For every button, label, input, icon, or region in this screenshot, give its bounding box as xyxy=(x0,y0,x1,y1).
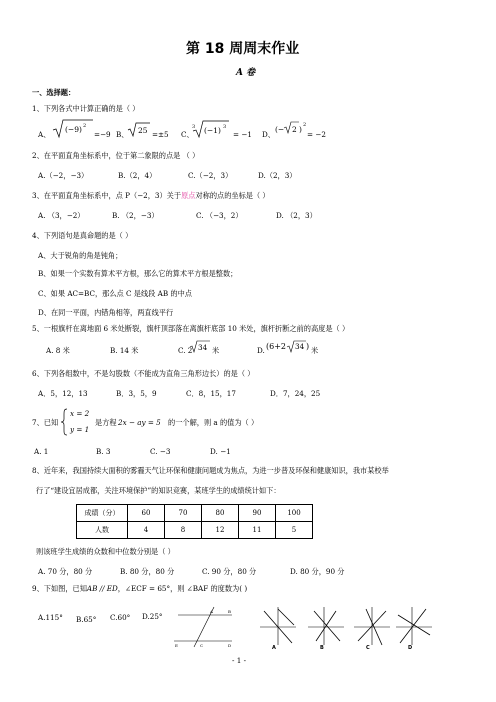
page-number: - 1 - xyxy=(232,656,246,665)
q1-option-c-label: C、 xyxy=(181,130,194,139)
q7-stem-c: 的一个解，则 a 的值为（ ） xyxy=(168,418,259,427)
q8-stem-line1: 8、近年来，我国持续大面积的雾霾天气让环保和健康问题成为焦点，为进一步普及环保和健康知识，我市某校举 xyxy=(32,466,389,475)
q1-option-b-value: =±5 xyxy=(152,130,169,139)
q9-stem-a: 9、下如图，已知 xyxy=(32,584,87,593)
q5-option-b: B. 14 米 xyxy=(110,346,139,355)
q2-option-a: A.（−2，−3） xyxy=(38,171,89,180)
q1-option-c-radical xyxy=(192,118,232,140)
q7-option-c: C. −3 xyxy=(150,447,171,456)
svg-text:E: E xyxy=(175,643,178,648)
q4-option-b: B、如果一个实数有算术平方根，那么它的算术平方根是整数； xyxy=(38,269,238,278)
q7-option-b: B. 3 xyxy=(96,447,111,456)
q8-option-a: A. 70 分，80 分 xyxy=(38,567,93,576)
q7-system-line2: y = 1 xyxy=(70,425,90,434)
q8-stem-line2: 行了“建设宜居成都，关注环境保护”的知识竞赛，某班学生的成绩统计如下： xyxy=(36,486,281,495)
q7-option-d: D. −1 xyxy=(210,447,231,456)
graph-label: C xyxy=(366,645,370,651)
svg-text:B: B xyxy=(228,609,231,614)
q9-option-b: B.65° xyxy=(76,615,97,624)
q3-stem-b: 对称的点的坐标是（ ） xyxy=(195,191,270,200)
table-cell: 4 xyxy=(128,522,165,539)
table-cell: 人数 xyxy=(77,522,128,539)
q2-stem: 2、在平面直角坐标系中，位于第二象限的点是 （ ） xyxy=(32,151,200,160)
q3-stem-a: 3、在平面直角坐标系中，点 P（−2，3）关于 xyxy=(32,191,182,200)
q8-option-d: D. 80 分，90 分 xyxy=(290,567,345,576)
q8-option-b: B. 80 分，80 分 xyxy=(120,567,175,576)
graph-label: B xyxy=(320,645,324,651)
score-table-data-row xyxy=(77,522,313,539)
q2-option-d: D.（2，3） xyxy=(258,171,297,180)
svg-text:(−1): (−1) xyxy=(204,126,221,135)
q7-option-a: A. 1 xyxy=(34,447,49,456)
svg-text:C: C xyxy=(200,643,204,648)
svg-text:A: A xyxy=(210,609,213,614)
q4-option-c: C、如果 AC=BC，那么点 C 是线段 AB 的中点 xyxy=(38,289,192,298)
q1-option-d-value: = −2 xyxy=(307,130,326,139)
q9-geometry-figure xyxy=(170,603,236,649)
score-table-header-row xyxy=(77,505,313,522)
q3-option-b: B. （2，−3） xyxy=(112,211,159,220)
svg-text:): ) xyxy=(306,342,310,351)
svg-text:2: 2 xyxy=(292,125,297,134)
graph-label: A xyxy=(272,645,276,651)
q9-option-a: A.115° xyxy=(38,613,63,622)
q9-stem xyxy=(32,584,247,593)
q9-option-c: C.60° xyxy=(110,613,131,622)
svg-text:25: 25 xyxy=(138,126,148,135)
table-cell: 70 xyxy=(165,505,202,522)
table-cell: 5 xyxy=(276,522,313,539)
svg-text:D: D xyxy=(228,643,232,648)
table-cell: 11 xyxy=(239,522,276,539)
q4-stem: 4、下列语句是真命题的是（ ） xyxy=(32,231,133,240)
q5-option-c-radical xyxy=(190,340,210,354)
q9-graph-c xyxy=(352,605,392,649)
svg-text:34: 34 xyxy=(295,342,305,351)
table-cell: 60 xyxy=(128,505,165,522)
table-cell: 100 xyxy=(276,505,313,522)
svg-text:(−9): (−9) xyxy=(65,125,82,134)
svg-text:): ) xyxy=(299,125,302,134)
q5-stem: 5、一根旗杆在离地面 6 米处断裂，旗杆顶部落在离旗杆底部 10 米处，旗杆折断之前的高度是（ ） xyxy=(32,324,350,333)
q6-option-b: B．3，5，9 xyxy=(116,389,157,398)
table-cell: 成绩（分） xyxy=(77,505,128,522)
page-title: 第 18 周周末作业 xyxy=(186,41,300,57)
q6-option-a: A．5，12，13 xyxy=(38,389,88,398)
q1-option-d-label: D、 xyxy=(262,130,275,139)
table-cell: 12 xyxy=(202,522,239,539)
q9-stem-c: ，∠ECF = 65°，则 ∠BAF 的度数为( ) xyxy=(117,584,248,593)
q7-equation: 2x − ay = 5 xyxy=(118,418,161,427)
svg-text:2: 2 xyxy=(303,122,307,128)
q9-graph-a xyxy=(258,605,298,649)
q6-option-d: D．7，24，25 xyxy=(270,389,321,398)
table-cell: 80 xyxy=(202,505,239,522)
svg-text:2: 2 xyxy=(83,123,87,129)
table-cell: 8 xyxy=(165,522,202,539)
part-heading: 一、选择题： xyxy=(32,88,76,97)
q1-option-b-radical xyxy=(128,122,150,138)
q9-graph-b xyxy=(306,605,346,649)
q8-stem-line3: 则该班学生成绩的众数和中位数分别是（ ） xyxy=(36,547,175,556)
q5-option-d-expr xyxy=(266,339,310,354)
q9-option-d: D.25° xyxy=(142,612,163,621)
q5-option-a: A. 8 米 xyxy=(46,346,70,355)
q9-stem-b: AB // ED xyxy=(86,584,118,593)
q7-stem-b: 是方程 xyxy=(95,418,117,427)
table-cell: 90 xyxy=(239,505,276,522)
q3-stem xyxy=(32,191,270,200)
svg-text:(−: (− xyxy=(275,125,285,134)
q7-stem-a: 7、已知 xyxy=(32,418,59,427)
q6-option-c: C．8，15，17 xyxy=(186,389,236,398)
q5-option-c-unit: 米 xyxy=(212,346,220,355)
q1-option-b-label: B、 xyxy=(116,130,129,139)
q3-stem-highlight: 原点 xyxy=(181,191,196,200)
q3-option-d: D. （2，3） xyxy=(276,211,317,220)
score-table xyxy=(76,504,313,539)
q1-option-a-label: A、 xyxy=(38,130,51,139)
q5-option-c-label: C. 2 xyxy=(178,346,193,355)
q2-option-c: C.（−2，3） xyxy=(188,171,233,180)
q1-option-a-value: =−9 xyxy=(94,130,111,139)
q2-option-b: B.（2，4） xyxy=(118,171,157,180)
q8-option-c: C. 90 分，80 分 xyxy=(202,567,257,576)
q3-option-c: C. （−3，2） xyxy=(196,211,243,220)
q5-option-d-label: D. xyxy=(257,346,265,355)
q7-brace xyxy=(61,408,69,436)
svg-text:(6+2: (6+2 xyxy=(266,342,287,351)
graph-label: D xyxy=(408,645,413,651)
q7-system-line1: x = 2 xyxy=(70,409,90,418)
q4-option-d: D、在同一平面，内错角相等，两直线平行 xyxy=(38,308,174,317)
svg-text:34: 34 xyxy=(198,343,208,352)
svg-text:3: 3 xyxy=(192,124,196,130)
q1-stem: 1、下列各式中计算正确的是（ ） xyxy=(32,104,140,113)
q3-option-a: A. （3，−2） xyxy=(38,211,85,220)
q1-option-c-value: = −1 xyxy=(233,130,252,139)
q1-option-a-radical xyxy=(53,118,93,140)
q4-option-a: A、大于锐角的角是钝角； xyxy=(38,251,123,260)
svg-text:3: 3 xyxy=(223,124,227,130)
q6-stem: 6、下列各组数中，不是勾股数（不能成为直角三角形边长）的是（ ） xyxy=(32,369,255,378)
section-title: A 卷 xyxy=(236,68,256,78)
q9-graph-d xyxy=(394,605,434,649)
q5-option-d-unit: 米 xyxy=(311,346,319,355)
